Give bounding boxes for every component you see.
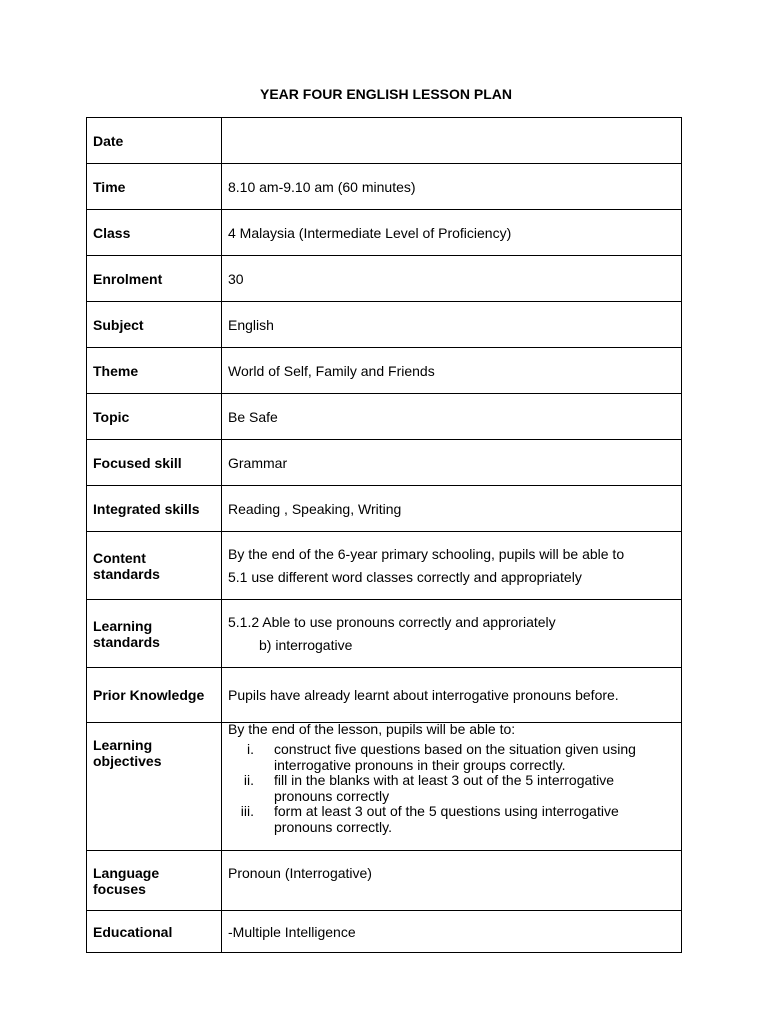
learning-objectives-label: Learning objectives — [87, 723, 222, 851]
topic-label: Topic — [87, 394, 222, 440]
theme-label: Theme — [87, 348, 222, 394]
focused-skill-value: Grammar — [222, 440, 682, 486]
list-item — [228, 742, 675, 773]
learning-standards-line-1: 5.1.2 Able to use pronouns correctly and approriately — [228, 614, 556, 630]
content-standards-line-2: 5.1 use different word classes correctly and appropriately — [228, 569, 582, 585]
table-row-theme — [87, 348, 682, 394]
subject-label: Subject — [87, 302, 222, 348]
date-value — [222, 118, 682, 164]
topic-value: Be Safe — [222, 394, 682, 440]
list-item-text: fill in the blanks with at least 3 out of the 5 interrogative pronouns correctly — [274, 772, 615, 804]
content-standards-value — [222, 532, 682, 600]
integrated-skills-value: Reading , Speaking, Writing — [222, 486, 682, 532]
class-value: 4 Malaysia (Intermediate Level of Proficiency) — [222, 210, 682, 256]
table-row-educational — [87, 911, 682, 953]
integrated-skills-label: Integrated skills — [87, 486, 222, 532]
table-row-date — [87, 118, 682, 164]
enrolment-label: Enrolment — [87, 256, 222, 302]
list-item — [228, 773, 675, 804]
content-standards-line-1: By the end of the 6-year primary schooling, pupils will be able to — [228, 546, 625, 562]
page-title: YEAR FOUR ENGLISH LESSON PLAN — [259, 86, 513, 102]
list-item-number: ii. — [243, 772, 254, 788]
table-row-time — [87, 164, 682, 210]
table-row-enrolment — [87, 256, 682, 302]
educational-value: -Multiple Intelligence — [222, 911, 682, 953]
learning-objectives-intro: By the end of the lesson, pupils will be able to: — [228, 721, 516, 737]
table-row-learning-standards — [87, 600, 682, 668]
list-item-text: construct five questions based on the situation given using interrogative pronouns in their groups correctly. — [274, 741, 636, 773]
table-row-subject — [87, 302, 682, 348]
table-row-topic — [87, 394, 682, 440]
prior-knowledge-label: Prior Knowledge — [87, 668, 222, 723]
language-focuses-label: Language focuses — [87, 851, 222, 911]
time-value: 8.10 am-9.10 am (60 minutes) — [222, 164, 682, 210]
table-row-prior-knowledge — [87, 668, 682, 723]
subject-value: English — [222, 302, 682, 348]
enrolment-value: 30 — [222, 256, 682, 302]
content-standards-label: Content standards — [87, 532, 222, 600]
table-row-focused-skill — [87, 440, 682, 486]
lesson-plan-table — [86, 117, 682, 953]
learning-standards-line-2: b) interrogative — [259, 637, 353, 653]
educational-label: Educational — [87, 911, 222, 953]
list-item-number: iii. — [240, 803, 254, 819]
language-focuses-value: Pronoun (Interrogative) — [222, 851, 682, 911]
date-label: Date — [87, 118, 222, 164]
table-row-language-focuses — [87, 851, 682, 911]
list-item-number: i. — [247, 741, 254, 757]
learning-standards-value — [222, 600, 682, 668]
table-row-content-standards — [87, 532, 682, 600]
prior-knowledge-value: Pupils have already learnt about interrogative pronouns before. — [222, 668, 682, 723]
list-item-text: form at least 3 out of the 5 questions using interrogative pronouns correctly. — [274, 803, 619, 835]
table-row-learning-objectives — [87, 723, 682, 851]
focused-skill-label: Focused skill — [87, 440, 222, 486]
learning-standards-label: Learning standards — [87, 600, 222, 668]
learning-objectives-value — [222, 723, 682, 851]
time-label: Time — [87, 164, 222, 210]
table-row-class — [87, 210, 682, 256]
theme-value: World of Self, Family and Friends — [222, 348, 682, 394]
list-item — [228, 804, 675, 835]
class-label: Class — [87, 210, 222, 256]
table-row-integrated-skills — [87, 486, 682, 532]
learning-objectives-list — [228, 742, 675, 835]
